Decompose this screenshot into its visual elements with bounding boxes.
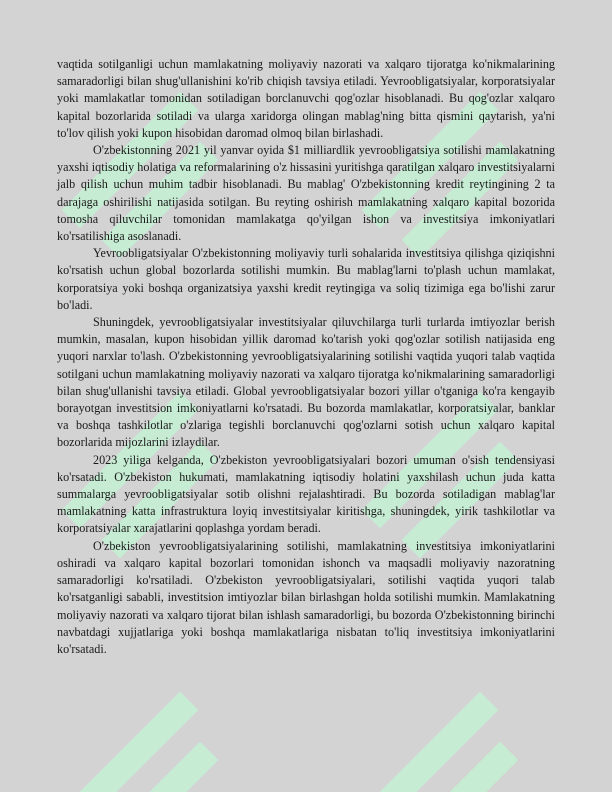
paragraph: 2023 yiliga kelganda, O'zbekiston yevroobligatsiyalari bozori umuman o'sish tendensiyasi ko'rsatadi. O'zbekiston hukumati, mamlakatning iqtisodiy holatini yaxshilash uchun juda katta summalarga yevroobligatsiyalar sotib olishni rejalashtiradi. Bu bozorda sotiladigan mablag'lar mamlakatning katta infrastruktura loyiq investitsiyalar kiritishga, shuningdek, yirik tashkilotlar va korporatsiyalar xarajatlarini qoplashga yordam beradi. <box>57 452 555 536</box>
paragraph: vaqtida sotilganligi uchun mamlakatning moliyaviy nazorati va xalqaro tijoratga ko'nikmalarining samaradorligi bilan shug'ullanishini ko'rib chiqish tavsiya etiladi. Yevroobligatsiyalar, korporatsiyalar yoki mamlakatlar tomonidan sotiladigan borclanuvchi qog'ozlar hisoblanadi. Bu qog'ozlar xalqaro kapital bozorlarida sotiladi va ularga xaridorga olingan mablag'ning bitta qismini qaytarish, ya'ni to'lov qilish yoki kupon hisobidan daromad olmoq bilan birlashadi. <box>57 57 555 140</box>
watermark-stroke <box>80 710 200 792</box>
paragraph: Yevroobligatsiyalar O'zbekistonning moliyaviy turli sohalarida investitsiya qilishga qiziqishni ko'rsatish uchun global bozorlarda sotilishi mumkin. Bu mablag'larni to'plash uchun mamlakat, korporatsiya yoki boshqa organizatsiya yaxshi kredit reytingiga va soliq tizimiga ega bo'lishi zarur bo'ladi. <box>57 246 555 312</box>
paragraph: O'zbekistonning 2021 yil yanvar oyida $1 milliardlik yevroobligatsiya sotilishi mamlakatning yaxshi iqtisodiy holatiga va reformalarining o'z hissasini yuritishga qaratilgan xalqaro investitsiyalarni jalb qilish uchun muhim tadbir hisoblanadi. Bu mablag' O'zbekistonning kredit reytingining 2 ta darajaga oshirilishi natijasida sotilgan. Bu reyting oshirish mamlakatning xalqaro kapital bozorida tomosha qiluvchilar tomonidan mamlakatga qo'yilgan ishon va investitsiya imkoniyatlari ko'rsatilishiga asoslanadi. <box>57 143 555 244</box>
paragraph: Shuningdek, yevroobligatsiyalar investitsiyalar qiluvchilarga turli turlarda imtiyozlar berish mumkin, masalan, kupon hisobidan yillik daromad ko'tarish yoki qog'ozlar sotilish natijasida eng yuqori narxlar to'lash. O'zbekistonning yevroobligatsiyalarining sotilishi vaqtida yuqori talab vaqtida sotilgani uchun mamlakatning moliyaviy nazorati va xalqaro tijoratga ko'nikmalarining samaradorligi bilan shug'ullanishi tavsiya etiladi. Global yevroobligatsiyalar bozori yillar o'tganiga ko'ra kengayib borayotgan investitsion imkoniyatlarni ko'rsatadi. Bu bozorda mamlakatlar, korporatsiyalar, banklar va boshqa tashkilotlar o'zlariga tegishli borclanuvchi qog'ozlarni sotish uchun xalqaro kapital bozorlarida mijozlarini izlaydilar. <box>57 315 555 450</box>
watermark-stroke <box>380 710 500 792</box>
document-body <box>57 56 555 658</box>
paragraph: O'zbekiston yevroobligatsiyalarining sotilishi, mamlakatning investitsiya imkoniyatlarini oshiradi va xalqaro kapital bozorlari tomonidan ishonch va maqsadli moliyaviy nazoratning samaradorligi ko'rsatiladi. O'zbekiston yevroobligatsiyalari, sotilishi vaqtida yuqori talab ko'rsatganligi sababli, investitsion imtiyozlar bilan birlashgan holda sotilishi mumkin. Mamlakatning moliyaviy nazorati va xalqaro tijorat bilan ishlash samaradorligi, bu bozorda O'zbekistonning birinchi navbatdagi xujjatlariga yoki boshqa mamlakatlariga nisbatan to'liq investitsiya imkoniyatlarini ko'rsatadi. <box>57 538 555 656</box>
